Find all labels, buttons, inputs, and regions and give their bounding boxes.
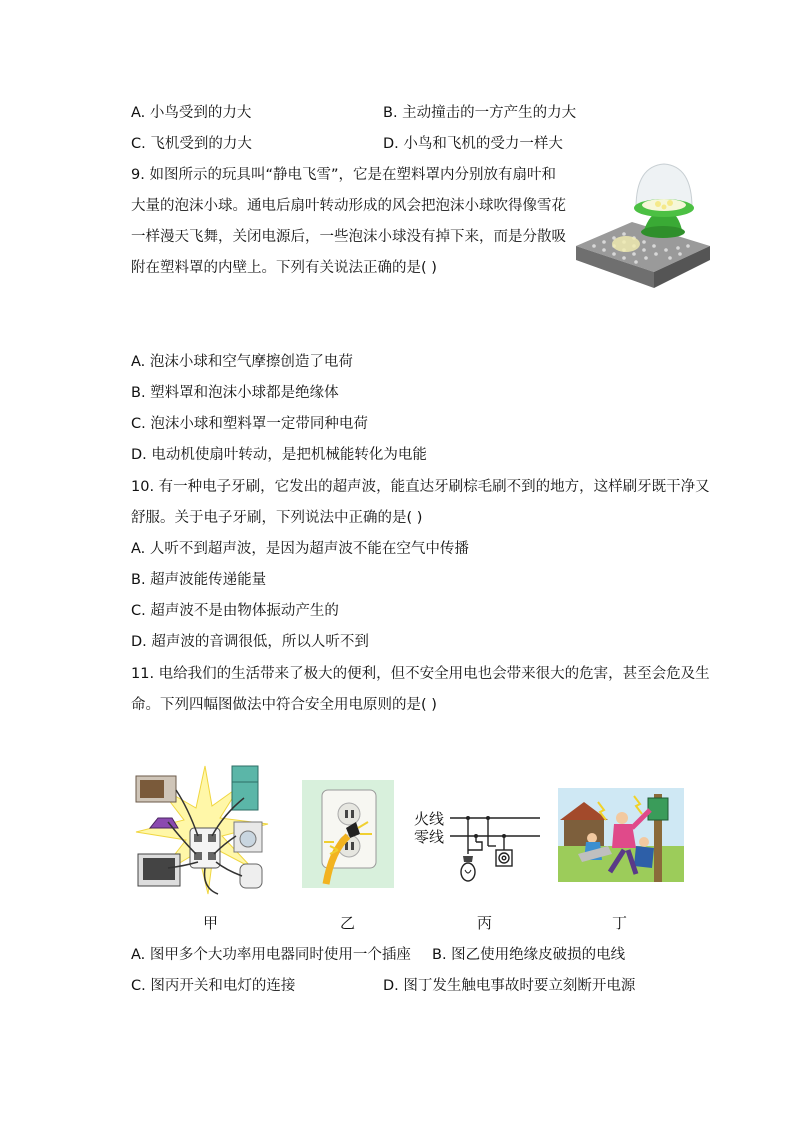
q10-stem-line-1: 10. 有一种电子牙刷，它发出的超声波，能直达牙刷棕毛刷不到的地方，这样刷牙既干净又 bbox=[131, 479, 710, 495]
q8-option-a: A. 小鸟受到的力大 bbox=[131, 105, 252, 121]
q10-option-d: D. 超声波的音调很低，所以人听不到 bbox=[131, 634, 369, 650]
q10-stem-line-2: 舒服。关于电子牙刷，下列说法中正确的是( ) bbox=[131, 510, 423, 526]
figure-caption-jia: 甲 bbox=[203, 914, 219, 932]
q9-option-c: C. 泡沫小球和塑料罩一定带同种电荷 bbox=[131, 416, 368, 432]
q8-option-d: D. 小鸟和飞机的受力一样大 bbox=[383, 136, 563, 152]
q8-option-c: C. 飞机受到的力大 bbox=[131, 136, 252, 152]
static-snow-toy-figure bbox=[574, 160, 712, 292]
q11-stem-line-2: 命。下列四幅图做法中符合安全用电原则的是( ) bbox=[131, 697, 437, 713]
figure-yi-damaged-wire bbox=[302, 780, 394, 892]
figure-caption-bing: 丙 bbox=[477, 914, 493, 932]
fire-wire-label: 火线 bbox=[414, 810, 445, 828]
figure-bing-circuit-diagram bbox=[446, 806, 542, 892]
q9-stem-line-4: 附在塑料罩的内壁上。下列有关说法正确的是( ) bbox=[131, 260, 437, 276]
neutral-wire-label: 零线 bbox=[414, 828, 445, 846]
q10-option-a: A. 人听不到超声波，是因为超声波不能在空气中传播 bbox=[131, 541, 469, 557]
q10-option-c: C. 超声波不是由物体振动产生的 bbox=[131, 603, 339, 619]
q9-stem-line-1: 9. 如图所示的玩具叫“静电飞雪”，它是在塑料罩内分别放有扇叶和 bbox=[131, 167, 556, 183]
q9-option-a: A. 泡沫小球和空气摩擦创造了电荷 bbox=[131, 354, 353, 370]
q9-option-d: D. 电动机使扇叶转动，是把机械能转化为电能 bbox=[131, 447, 427, 463]
q11-option-d: D. 图丁发生触电事故时要立刻断开电源 bbox=[383, 978, 636, 994]
q9-stem-line-2: 大量的泡沫小球。通电后扇叶转动形成的风会把泡沫小球吹得像雪花 bbox=[131, 198, 566, 214]
q9-stem-line-3: 一样漫天飞舞，关闭电源后，一些泡沫小球没有掉下来，而是分散吸 bbox=[131, 229, 566, 245]
q11-option-a: A. 图甲多个大功率用电器同时使用一个插座 bbox=[131, 947, 411, 963]
figure-ding-electric-shock-rescue bbox=[558, 788, 684, 882]
figure-caption-yi: 乙 bbox=[340, 914, 356, 932]
q10-option-b: B. 超声波能传递能量 bbox=[131, 572, 267, 588]
q9-option-b: B. 塑料罩和泡沫小球都是绝缘体 bbox=[131, 385, 339, 401]
figure-caption-ding: 丁 bbox=[612, 914, 628, 932]
q11-stem-line-1: 11. 电给我们的生活带来了极大的便利，但不安全用电也会带来很大的危害，甚至会危及生 bbox=[131, 666, 710, 682]
q11-option-c: C. 图丙开关和电灯的连接 bbox=[131, 978, 296, 994]
q8-option-b: B. 主动撞击的一方产生的力大 bbox=[383, 105, 577, 121]
figure-jia-overloaded-socket bbox=[128, 758, 282, 898]
q11-option-b: B. 图乙使用绝缘皮破损的电线 bbox=[432, 947, 626, 963]
